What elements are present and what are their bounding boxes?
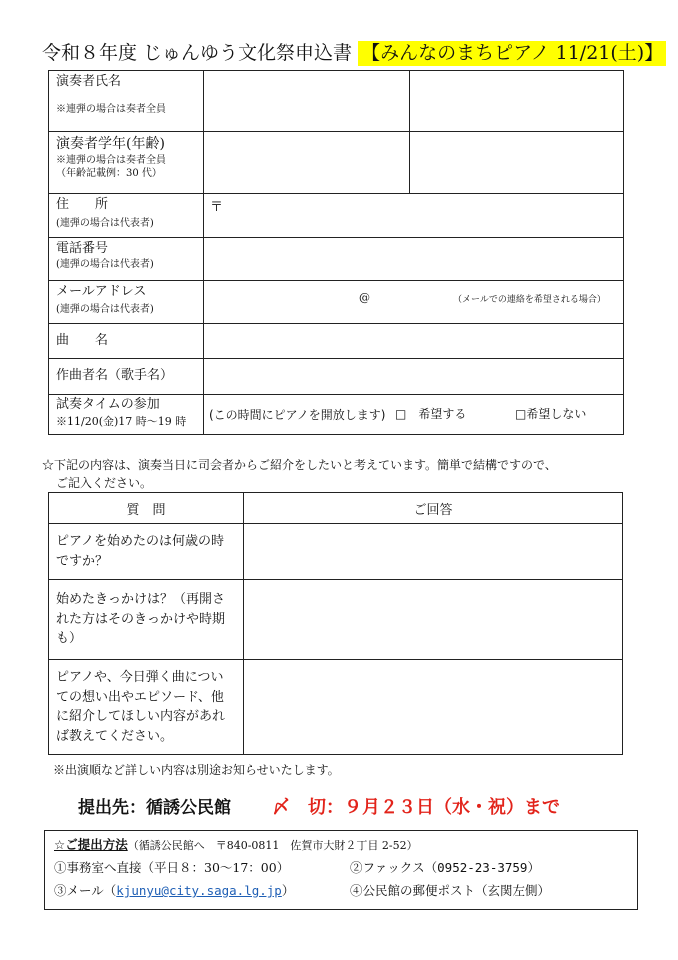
postal-mark: 〒 <box>210 200 224 215</box>
email-text: メールアドレス <box>56 284 147 299</box>
question-row-2 <box>49 580 623 660</box>
grade-label <box>49 132 204 194</box>
submit-to: 提出先：循誘公民館 <box>78 798 231 818</box>
email-note: (連弾の場合は代表者) <box>56 303 154 315</box>
fax-end: ） <box>527 860 540 875</box>
trial-option-no[interactable]: □希望しない <box>515 407 587 421</box>
row-performer-name <box>49 71 624 132</box>
method-heading: ☆ご提出方法 <box>54 837 128 852</box>
email-field[interactable] <box>204 281 624 324</box>
phone-text: 電話番号 <box>56 241 109 256</box>
notice-line-1: ☆下記の内容は、演奏当日に司会者からご紹介をしたいと考えています。簡単で結構ですので、 <box>42 458 557 472</box>
trial-label <box>49 395 204 435</box>
row-trial <box>49 395 624 435</box>
grade-note-1: ※連弾の場合は奏者全員 <box>56 154 166 166</box>
grade-text: 演奏者学年(年齢) <box>56 136 165 152</box>
song-field[interactable] <box>204 324 624 359</box>
trial-note: ※11/20(金)17 時～19 時 <box>56 414 187 428</box>
deadline: 〆 切：９月２３日（水・祝）まで <box>272 797 560 818</box>
email-at-sign: @ <box>359 291 370 304</box>
email-method-label: ③メール（ <box>54 883 117 898</box>
phone-label <box>49 238 204 281</box>
method-address: （循誘公民館へ 〒840-0811 佐賀市大財２丁目 2-52） <box>127 839 418 852</box>
method-fax <box>350 858 540 876</box>
fax-label: ②ファックス（ <box>350 860 438 875</box>
fax-number: 0952-23-3759 <box>437 860 528 875</box>
email-label <box>49 281 204 324</box>
notice-line-2: ご記入ください。 <box>56 476 153 490</box>
trial-option-yes[interactable]: □ 希望する <box>395 407 467 421</box>
phone-field[interactable] <box>204 238 624 281</box>
composer-label: 作曲者名（歌手名） <box>49 359 204 395</box>
performer-name-text: 演奏者氏名 <box>56 74 122 89</box>
address-text: 住 所 <box>56 197 109 212</box>
row-grade <box>49 132 624 194</box>
row-song <box>49 324 624 359</box>
email-link[interactable]: kjunyu@city.saga.lg.jp <box>116 883 282 898</box>
phone-note: (連弾の場合は代表者) <box>56 258 154 270</box>
trial-text: 試奏タイムの参加 <box>56 397 160 412</box>
answer-field-3[interactable] <box>244 660 623 755</box>
question-row-3 <box>49 660 623 755</box>
method-direct: ①事務室へ直接（平日８：30～17：00） <box>54 860 290 875</box>
performer-name-field-2[interactable] <box>410 71 624 132</box>
grade-field-2[interactable] <box>410 132 624 194</box>
performer-name-label <box>49 71 204 132</box>
method-heading-row <box>54 835 418 853</box>
answer-field-2[interactable] <box>244 580 623 660</box>
performer-name-note: ※連弾の場合は奏者全員 <box>56 103 166 115</box>
row-phone <box>49 238 624 281</box>
answer-field-1[interactable] <box>244 524 623 580</box>
application-form-table <box>48 70 624 435</box>
row-composer <box>49 359 624 395</box>
address-field[interactable] <box>204 194 624 238</box>
performer-name-field-1[interactable] <box>204 71 410 132</box>
footnote: ※出演順など詳しい内容は別途お知らせいたします。 <box>53 763 340 777</box>
composer-field[interactable] <box>204 359 624 395</box>
email-method-end: ） <box>281 883 295 898</box>
trial-options <box>204 395 624 435</box>
document-title <box>42 38 666 65</box>
title-main: 令和８年度 じゅんゆう文化祭申込書 <box>42 42 353 64</box>
header-question: 質 問 <box>49 493 244 524</box>
grade-note-2: （年齢記載例：30 代） <box>56 168 162 180</box>
questions-table <box>48 492 623 755</box>
row-email <box>49 281 624 324</box>
question-2: 始めたきっかけは？（再開された方はそのきっかけや時期も） <box>49 580 244 660</box>
title-highlight: 【みんなのまちピアノ 11/21(土)】 <box>358 41 666 66</box>
question-1: ピアノを始めたのは何歳の時ですか？ <box>49 524 244 580</box>
method-email <box>54 881 294 899</box>
row-address <box>49 194 624 238</box>
trial-desc: (この時間にピアノを開放します) <box>209 408 386 422</box>
questions-header-row <box>49 493 623 524</box>
address-note: (連弾の場合は代表者) <box>56 217 154 229</box>
grade-field-1[interactable] <box>204 132 410 194</box>
header-answer: ご回答 <box>244 493 623 524</box>
address-label <box>49 194 204 238</box>
question-row-1 <box>49 524 623 580</box>
method-postbox: ④公民館の郵便ポスト（玄関左側） <box>350 883 551 898</box>
question-3: ピアノや、今日弾く曲についての想い出やエピソード、他に紹介してほしい内容があれば教えてください。 <box>49 660 244 755</box>
song-label: 曲 名 <box>49 324 204 359</box>
email-hint: （メールでの連絡を希望される場合） <box>453 295 606 305</box>
submission-method-box <box>44 830 638 910</box>
